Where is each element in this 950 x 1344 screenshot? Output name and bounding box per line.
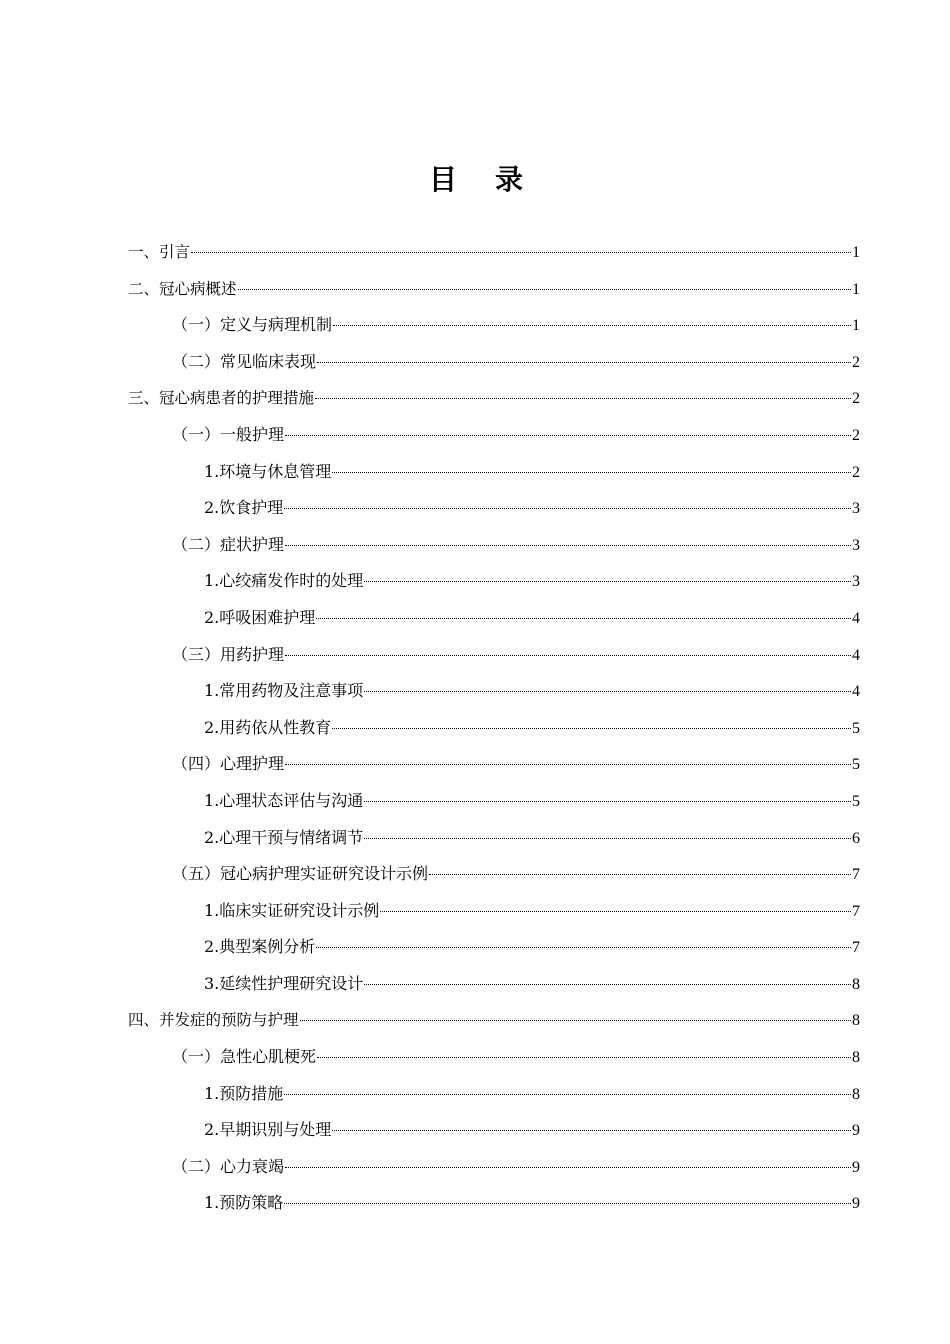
toc-dot-leader (316, 947, 851, 948)
toc-page-number: 1 (852, 317, 860, 335)
toc-entry[interactable] (128, 746, 860, 783)
toc-entry-label: （四）心理护理 (172, 754, 285, 774)
toc-page-number: 3 (852, 536, 860, 554)
toc-entry[interactable] (128, 1076, 860, 1113)
toc-entry-label: 四、并发症的预防与护理 (128, 1011, 299, 1030)
toc-dot-leader (238, 289, 851, 290)
toc-entry-label: 一、引言 (128, 243, 191, 261)
toc-entry-label: 2.典型案例分析 (204, 937, 316, 957)
toc-dot-leader (364, 691, 851, 692)
toc-page-number: 1 (852, 280, 860, 298)
toc-entry[interactable] (128, 344, 860, 381)
toc-list (128, 234, 860, 1222)
toc-page-number: 5 (852, 756, 860, 774)
toc-page-number: 4 (852, 683, 860, 701)
toc-page-number: 8 (852, 975, 860, 993)
toc-entry[interactable] (128, 783, 860, 820)
toc-entry[interactable] (128, 1112, 860, 1149)
toc-dot-leader (332, 728, 851, 729)
toc-entry[interactable] (128, 380, 860, 417)
toc-page-number: 3 (852, 500, 860, 518)
toc-entry[interactable] (128, 1185, 860, 1222)
toc-page-number: 1 (852, 244, 860, 261)
toc-page-number: 9 (852, 1195, 860, 1213)
toc-dot-leader (285, 764, 851, 765)
toc-page-number: 4 (852, 646, 860, 664)
toc-page-number: 3 (852, 573, 860, 591)
toc-dot-leader (284, 1203, 851, 1204)
toc-dot-leader (284, 508, 851, 509)
toc-entry-label: 1.预防措施 (204, 1083, 284, 1103)
toc-page-number: 2 (852, 426, 860, 444)
toc-dot-leader (317, 1057, 851, 1058)
toc-dot-leader (332, 1130, 851, 1131)
toc-page-number: 7 (852, 866, 860, 884)
toc-dot-leader (364, 838, 851, 839)
toc-entry[interactable] (128, 820, 860, 857)
toc-page-number: 8 (852, 1012, 860, 1030)
toc-dot-leader (285, 1167, 851, 1168)
toc-dot-leader (284, 1094, 851, 1095)
toc-entry-label: 2.早期识别与处理 (204, 1120, 332, 1140)
toc-dot-leader (191, 252, 851, 253)
toc-page-number: 2 (852, 390, 860, 408)
toc-page-number: 9 (852, 1122, 860, 1140)
toc-entry-label: （二）心力衰竭 (172, 1156, 285, 1176)
toc-page-number: 8 (852, 1085, 860, 1103)
toc-dot-leader (429, 874, 851, 875)
toc-page-number: 6 (852, 829, 860, 847)
toc-entry-label: 1.心理状态评估与沟通 (204, 790, 364, 810)
toc-title: 目录 (428, 163, 561, 196)
toc-dot-leader (332, 472, 851, 473)
toc-page-number: 5 (852, 792, 860, 810)
toc-entry-label: （二）常见临床表现 (172, 351, 317, 371)
toc-dot-leader (316, 618, 851, 619)
toc-entry-label: （五）冠心病护理实证研究设计示例 (172, 864, 429, 884)
toc-entry[interactable] (128, 563, 860, 600)
toc-entry-label: （二）症状护理 (172, 534, 285, 554)
toc-entry[interactable] (128, 966, 860, 1003)
toc-page-number: 7 (852, 902, 860, 920)
toc-entry[interactable] (128, 454, 860, 491)
toc-page-number: 2 (852, 463, 860, 481)
toc-dot-leader (300, 1020, 851, 1021)
toc-entry-label: 三、冠心病患者的护理措施 (128, 389, 315, 408)
toc-entry-label: 2.饮食护理 (204, 498, 284, 518)
toc-entry-label: 2.用药依从性教育 (204, 717, 332, 737)
toc-entry[interactable] (128, 600, 860, 637)
toc-entry[interactable] (128, 893, 860, 930)
toc-entry[interactable] (128, 527, 860, 564)
toc-entry-label: 2.心理干预与情绪调节 (204, 827, 364, 847)
toc-entry[interactable] (128, 710, 860, 747)
toc-entry-label: （一）一般护理 (172, 424, 285, 444)
toc-entry-label: （一）急性心肌梗死 (172, 1047, 317, 1067)
toc-entry[interactable] (128, 856, 860, 893)
toc-page-number: 7 (852, 939, 860, 957)
toc-entry-label: （三）用药护理 (172, 644, 285, 664)
toc-entry[interactable] (128, 673, 860, 710)
toc-entry-label: 1.心绞痛发作时的处理 (204, 571, 364, 591)
toc-page-number: 4 (852, 609, 860, 627)
toc-entry[interactable] (128, 637, 860, 674)
toc-dot-leader (364, 984, 851, 985)
toc-entry[interactable] (128, 1149, 860, 1186)
toc-entry[interactable] (128, 234, 860, 271)
toc-entry-label: 2.呼吸困难护理 (204, 607, 316, 627)
toc-dot-leader (380, 911, 851, 912)
toc-dot-leader (285, 435, 851, 436)
toc-entry[interactable] (128, 490, 860, 527)
toc-dot-leader (364, 801, 851, 802)
toc-entry-label: 二、冠心病概述 (128, 279, 237, 298)
toc-dot-leader (285, 545, 851, 546)
toc-entry[interactable] (128, 271, 860, 308)
toc-page-number: 2 (852, 353, 860, 371)
toc-entry-label: 1.预防策略 (204, 1193, 284, 1213)
toc-page-number: 5 (852, 719, 860, 737)
toc-page-number: 8 (852, 1049, 860, 1067)
toc-entry-label: 3.延续性护理研究设计 (204, 973, 364, 993)
toc-entry[interactable] (128, 417, 860, 454)
toc-entry[interactable] (128, 307, 860, 344)
toc-dot-leader (285, 655, 851, 656)
toc-dot-leader (364, 581, 851, 582)
toc-page-number: 9 (852, 1158, 860, 1176)
toc-entry-label: 1.环境与休息管理 (204, 461, 332, 481)
toc-entry-label: 1.临床实证研究设计示例 (204, 900, 380, 920)
toc-dot-leader (315, 398, 851, 399)
toc-dot-leader (333, 325, 851, 326)
toc-entry-label: （一）定义与病理机制 (172, 315, 333, 335)
toc-dot-leader (317, 362, 851, 363)
toc-entry[interactable] (128, 929, 860, 966)
toc-entry-label: 1.常用药物及注意事项 (204, 681, 364, 701)
toc-entry[interactable] (128, 1002, 860, 1039)
toc-entry[interactable] (128, 1039, 860, 1076)
